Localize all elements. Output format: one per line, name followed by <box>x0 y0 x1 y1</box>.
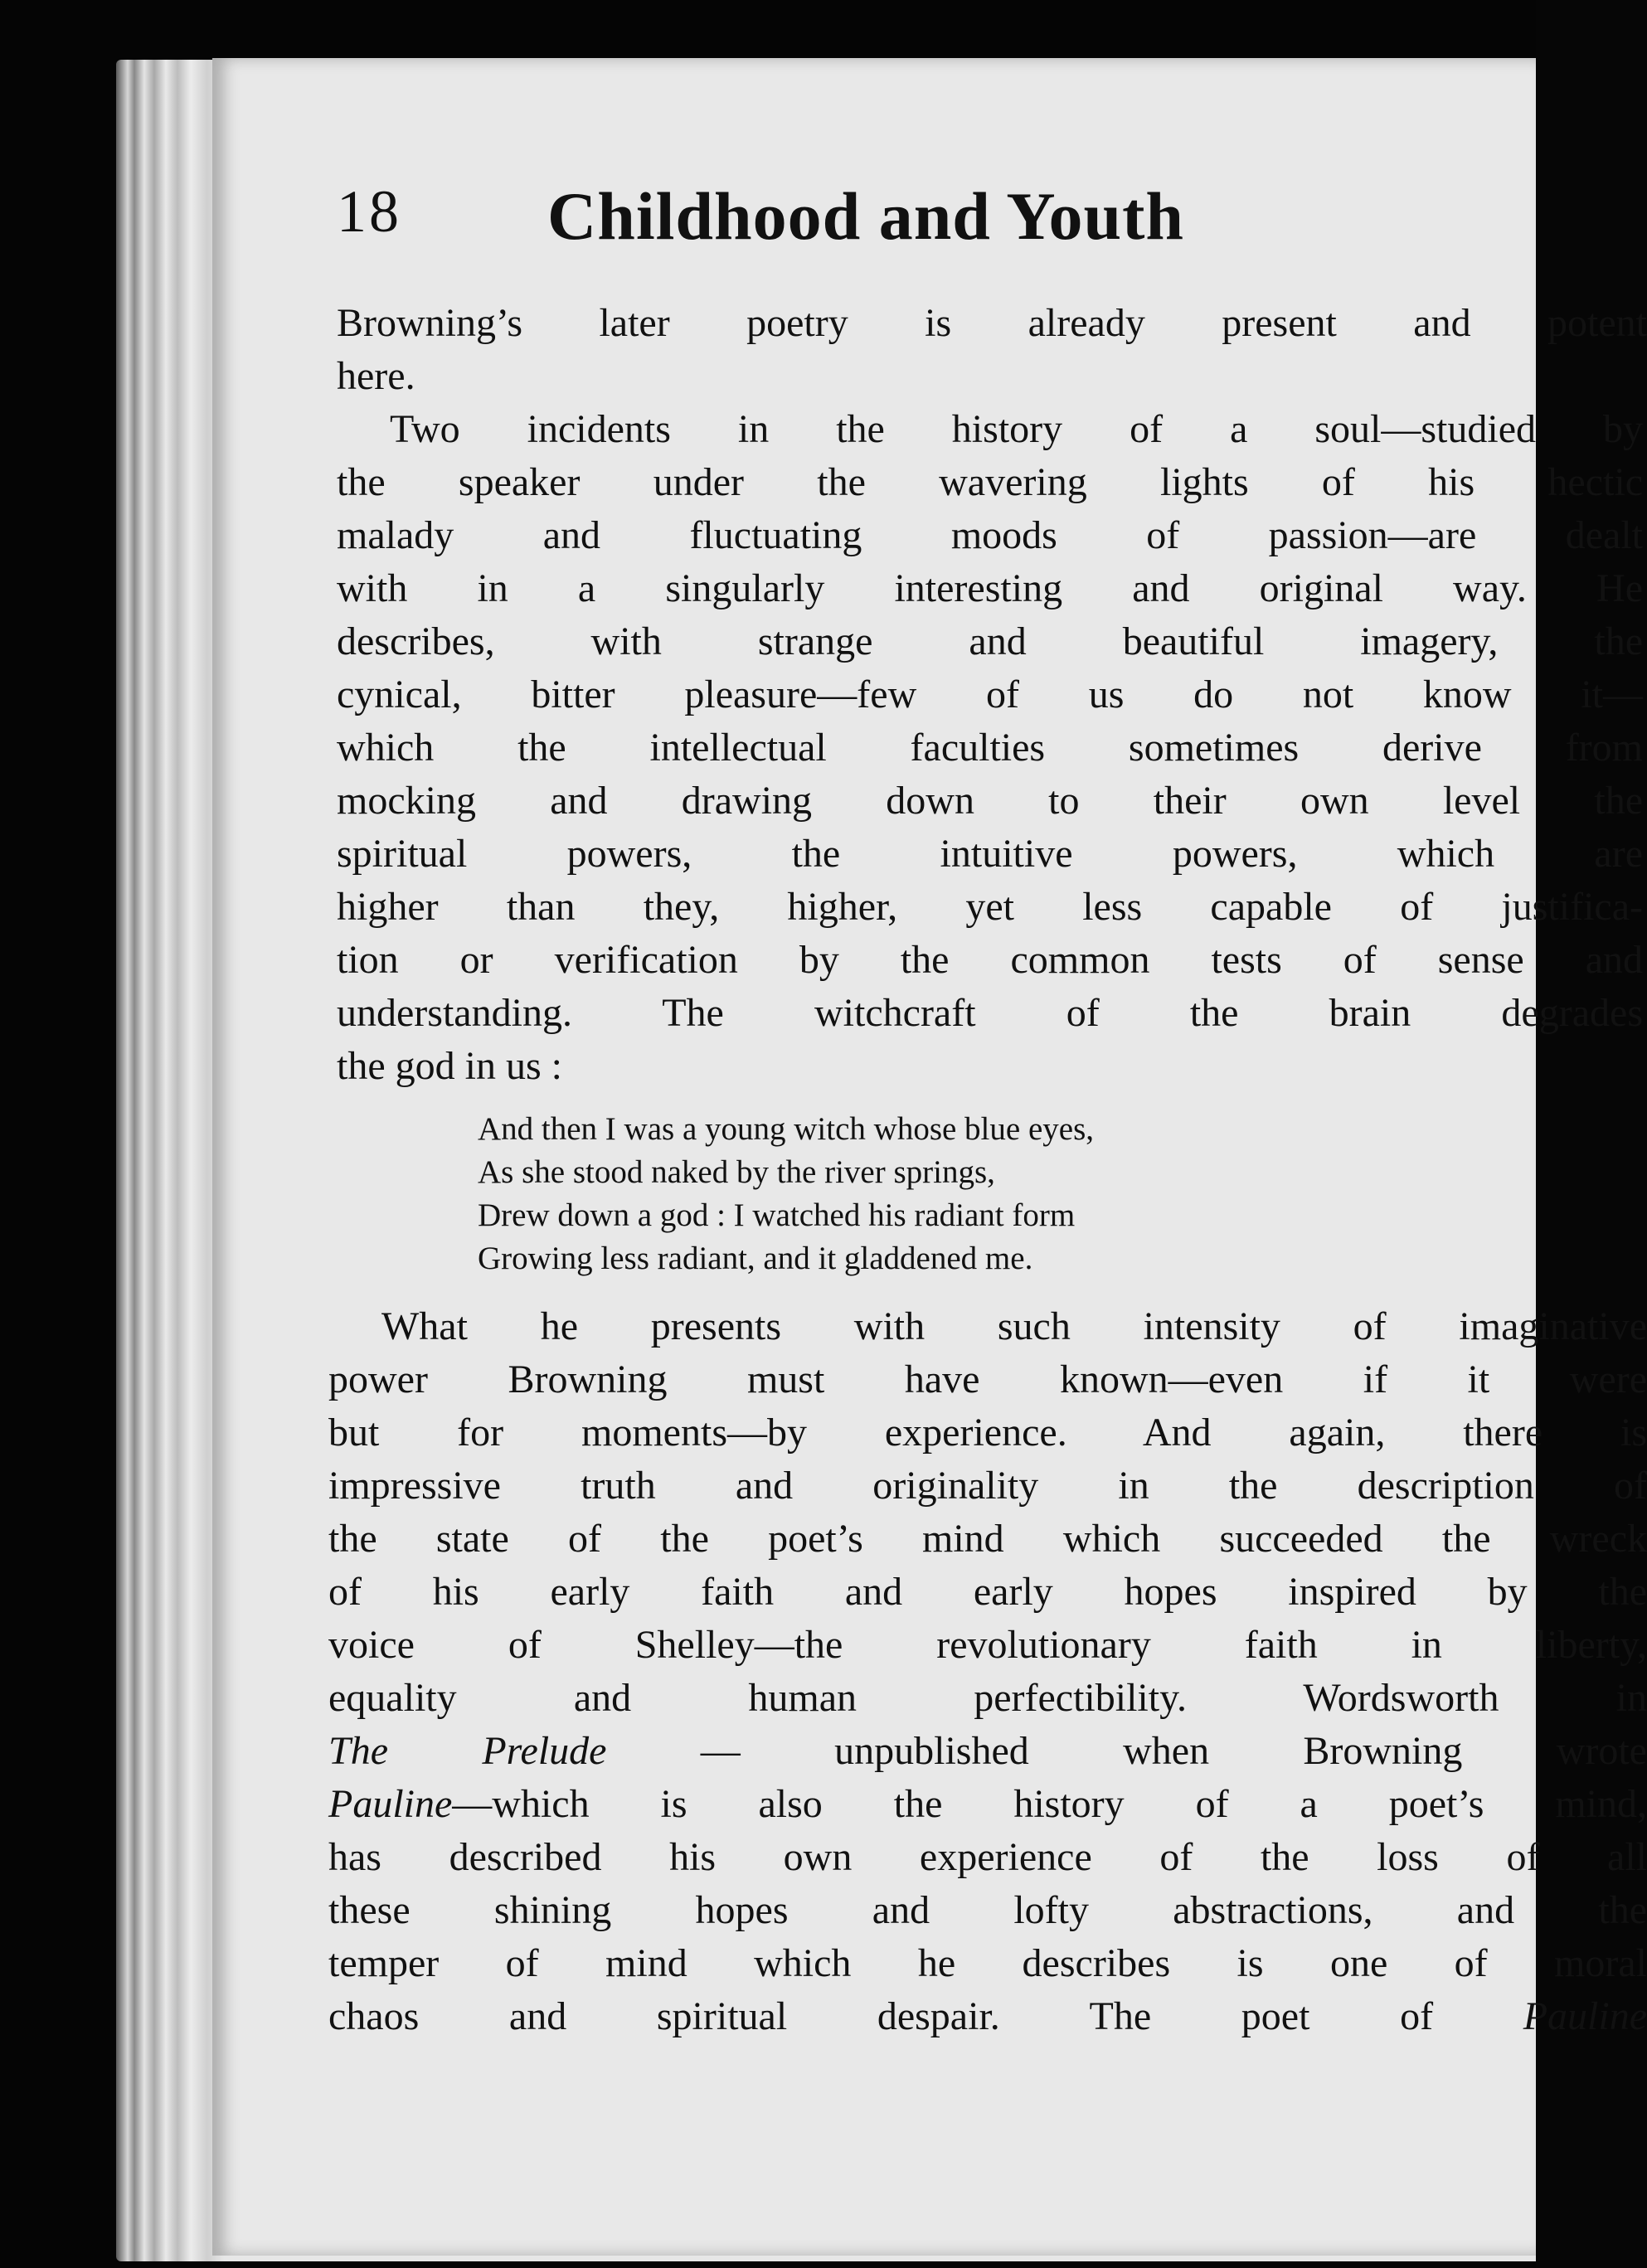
text-span: temper of mind which he describes is one of moral <box>328 1941 1647 1985</box>
verse-line: As she stood naked by the river springs, <box>478 1154 995 1190</box>
paragraph-3 <box>328 1300 1647 2043</box>
text-line <box>328 1990 1647 2043</box>
book-page <box>212 58 1647 2256</box>
body-text <box>328 297 1647 2043</box>
text-line <box>328 1884 1647 1937</box>
text-line: understanding. The witchcraft of the brain degrades <box>337 991 1643 1035</box>
text-span: of his early faith and early hopes inspired by the <box>328 1570 1647 1614</box>
verse-line: Growing less radiant, and it gladdened me. <box>478 1241 1033 1276</box>
text-line <box>328 1937 1647 1990</box>
text-line: cynical, bitter pleasure—few of us do not know it— <box>337 673 1643 716</box>
italic-title: Pauline <box>328 1782 453 1826</box>
text-span: —which is also the history of a poet’s mind, <box>452 1782 1647 1826</box>
text-line <box>328 1725 1647 1778</box>
text-line <box>328 1619 1647 1672</box>
text-line: the speaker under the wavering lights of his hectic <box>337 460 1643 504</box>
text-line <box>328 1459 1647 1513</box>
text-span: but for moments—by experience. And again, there is <box>328 1411 1647 1455</box>
text-line <box>328 1831 1647 1884</box>
text-line <box>328 1566 1647 1619</box>
text-line: which the intellectual faculties sometimes derive from <box>337 726 1643 770</box>
text-span: these shining hopes and lofty abstractions, and the <box>328 1888 1647 1932</box>
italic-title: The Prelude <box>328 1729 607 1773</box>
text-span: voice of Shelley—the revolutionary faith in liberty, <box>328 1623 1647 1667</box>
page-number: 18 <box>337 178 401 245</box>
text-span: the state of the poet’s mind which succeeded the wreck <box>328 1517 1647 1561</box>
text-line: Browning’s later poetry is already present and potent <box>337 301 1647 345</box>
text-line: malady and fluctuating moods of passion—are dealt <box>337 513 1643 557</box>
text-span: equality and human perfectibility. Wordsworth in <box>328 1676 1647 1720</box>
text-line: mocking and drawing down to their own level the <box>337 779 1643 823</box>
text-line: higher than they, higher, yet less capable of justifica- <box>337 885 1643 929</box>
text-span: has described his own experience of the loss of all <box>328 1835 1647 1879</box>
italic-title: Pauline <box>1523 1994 1647 2038</box>
text-line <box>328 1300 1647 1353</box>
text-span: What he presents with such intensity of imaginative <box>381 1304 1647 1348</box>
text-span: chaos and spiritual despair. The poet of <box>328 1994 1523 2038</box>
verse-line: Drew down a god : I watched his radiant form <box>478 1197 1076 1233</box>
running-title: Childhood and Youth <box>547 178 1185 254</box>
text-line <box>328 1672 1647 1725</box>
text-line: spiritual powers, the intuitive powers, which are <box>337 832 1643 876</box>
paragraph-1 <box>337 297 1647 403</box>
text-line: with in a singularly interesting and original way. He <box>337 566 1643 610</box>
text-line: the god in us : <box>337 1044 562 1088</box>
text-span: power Browning must have known—even if it were <box>328 1357 1647 1401</box>
text-line <box>328 1513 1647 1566</box>
text-line: here. <box>337 354 415 398</box>
text-line: tion or verification by the common tests of sense and <box>337 938 1643 982</box>
text-line <box>328 1406 1647 1459</box>
paragraph-2 <box>337 403 1643 1093</box>
text-line: Two incidents in the history of a soul—studied by <box>390 407 1643 451</box>
text-span: — unpublished when Browning wrote <box>606 1729 1647 1773</box>
text-line <box>328 1778 1647 1831</box>
verse-line: And then I was a young witch whose blue eyes, <box>478 1111 1094 1147</box>
text-line <box>328 1353 1647 1406</box>
text-span: impressive truth and originality in the description of <box>328 1464 1647 1508</box>
text-line: describes, with strange and beautiful imagery, the <box>337 619 1643 663</box>
running-head <box>212 123 1536 254</box>
verse-quotation <box>478 1108 1307 1280</box>
